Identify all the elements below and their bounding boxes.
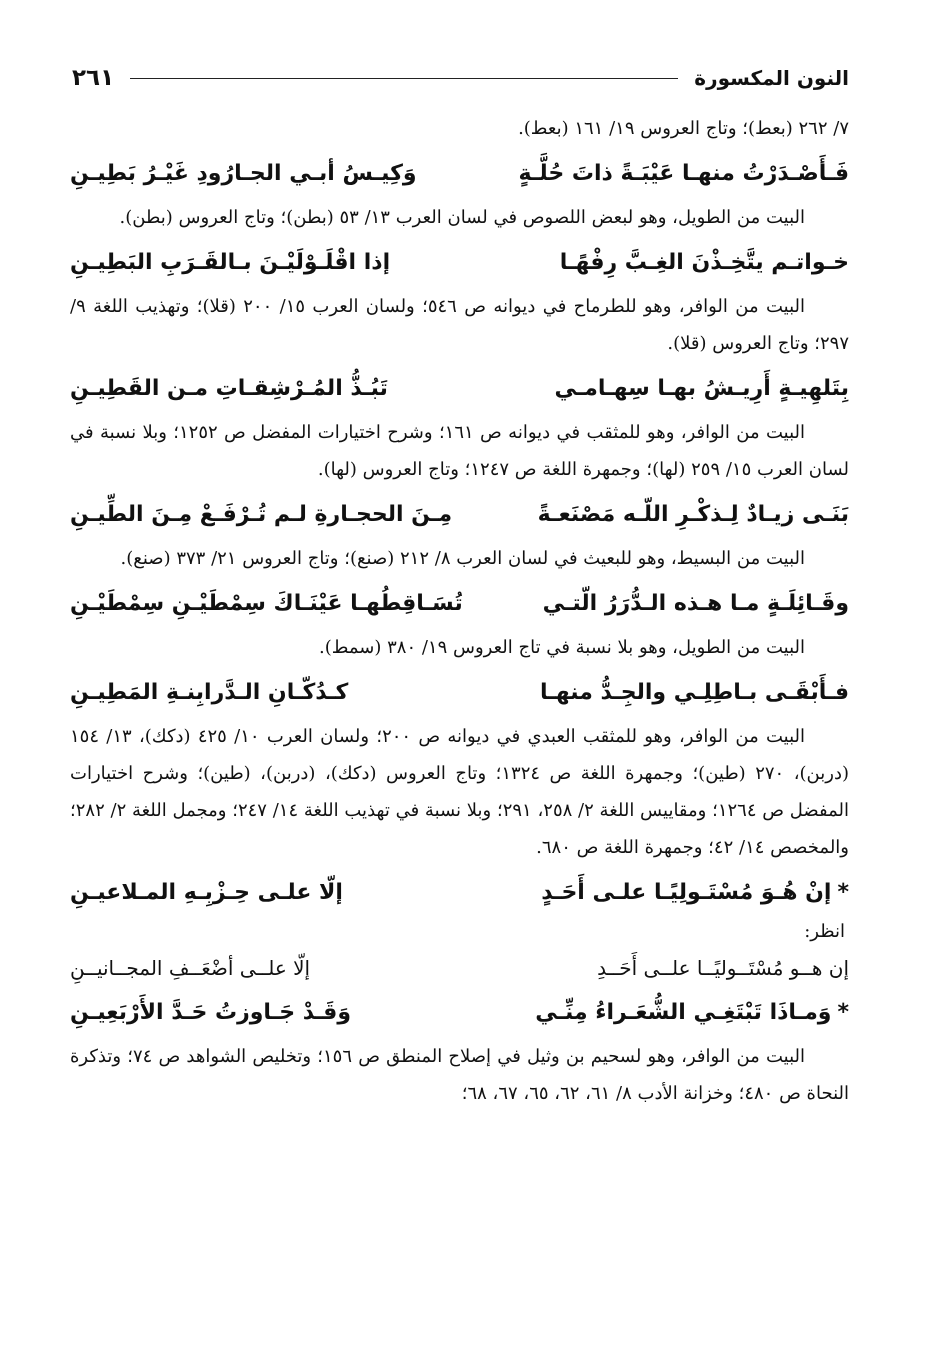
verse-line [70,581,849,627]
verse-line [70,492,849,538]
verse-line-reference [70,948,849,988]
verse-second-hemistich: إذا اقْلَـوْلَيْـنَ بـالقَـرَبِ البَطِيـنِ [70,250,391,275]
verse-first-hemistich: بِتَلهِيـةٍ أَرِيـشُ بهـا سِهـامـي [554,376,849,401]
running-title: النون المكسورة [694,66,849,90]
footnote-text: البيت من الوافر، وهو للمثقب العبدي في ديوانه ص ٢٠٠؛ ولسان العرب ١٠/ ٤٢٥ (دكك)، ١٣/ ١٥٤ (دربن)، ٢٧٠ (طين)؛ وجمهرة اللغة ص ١٣٢٤؛ وتاج العروس (دكك)، (دربن)، (طين)؛ وشرح اختيارات المفضل ص ١٢٦٤؛ ومقاييس اللغة ٢/ ٢٥٨، ٢٩١؛ وبلا نسبة في تهذيب اللغة ١٤/ ٢٤٧؛ ومجمل اللغة ٢/ ٢٨٢؛ والمخصص ١٤/ ٤٢؛ وجمهرة اللغة ص ٦٨٠. [70,726,849,858]
verse-line [70,670,849,716]
verse-first-text: إنْ هُـوَ مُسْتَـولِيًـا علـى أَحَـدٍ [541,880,832,905]
verse-first-hemistich: وقَـائِلَـةٍ مـا هـذه الـدُّرَرُ الّتـي [542,591,849,616]
page-header [72,58,849,98]
verse-line [70,151,849,197]
footnote-text: البيت من البسيط، وهو للبعيث في لسان العرب ٨/ ٢١٢ (صنع)؛ وتاج العروس ٢١/ ٣٧٣ (صنع). [120,548,805,569]
asterisk-marker: * [837,880,849,905]
see-also-label: انظر: [804,921,845,942]
verse-first-hemistich: خـواتـم يتَّخِـذْنَ الغِـبَّ رِفْهًـا [559,250,849,275]
verse-line-starred [70,990,849,1036]
verse-first-hemistich [521,870,849,916]
header-rule [130,78,678,79]
verse-first-hemistich: بَنَـى زيـادٌ لِـذكْـرِ اللّـه مَصْنَعـةً [537,502,849,527]
footnote-text: البيت من الوافر، وهو لسحيم بن وثيل في إصلاح المنطق ص ١٥٦؛ وتخليص الشواهد ص ٧٤؛ وتذكرة النحاة ص ٤٨٠؛ وخزانة الأدب ٨/ ٦١، ٦٢، ٦٥، ٦٧، ٦٨؛ [70,1046,849,1104]
footnote-text: البيت من الوافر، وهو للطرماح في ديوانه ص ٥٤٦؛ ولسان العرب ١٥/ ٢٠٠ (قلا)؛ وتهذيب اللغة ٩/ ٢٩٧؛ وتاج العروس (قلا). [70,296,849,354]
verse-line [70,366,849,412]
verse-first-hemistich: إن هــو مُسْتَــوليًــا علــى أَحَــدِ [597,956,849,980]
footnote-text: البيت من الوافر، وهو للمثقب في ديوانه ص ١٦١؛ وشرح اختيارات المفضل ص ١٢٥٢؛ وبلا نسبة في لسان العرب ١٥/ ٢٥٩ (لها)؛ وجمهرة اللغة ص ١٢٤٧؛ وتاج العروس (لها). [70,422,849,480]
verse-first-hemistich [515,990,849,1036]
verse-second-hemistich: تَبُـذُّ المُـرْشِقـاتِ مـن القَطِيـنِ [70,376,388,401]
verse-first-hemistich: فَـأَصْـدَرْتُ منهـا عَيْبَـةً ذاتَ حُلَّـةٍ [518,161,849,186]
footnote-text: البيت من الطويل، وهو بلا نسبة في تاج العروس ١٩/ ٣٨٠ (سمط). [319,637,805,658]
verse-line [70,240,849,286]
verse-second-hemistich: مِـنَ الحجـارةِ لـم تُـرْفَـعْ مِـنَ الطِّيـنِ [70,502,453,527]
verse-second-hemistich: وَكِيـسُ أبـي الجـارُودِ غَيْـرُ بَطِيـنِ [70,161,417,186]
verse-second-hemistich: إلّا علـى حِـزْبِـهِ المـلاعيـنِ [70,880,343,905]
footnote-text: ٧/ ٢٦٢ (بعط)؛ وتاج العروس ١٩/ ١٦١ (بعط). [518,118,849,139]
verse-first-hemistich: فـأَبْقَـى بـاطِلِـي والجِـدُّ منهـا [539,680,849,705]
verse-second-hemistich: تُسَـاقِطُهـا عَيْنَـاكَ سِمْطَيْـنِ سِمْطَيْـنِ [70,591,463,616]
verse-line-starred [70,870,849,916]
verse-first-text: وَمـاذَا تَبْتَغِـي الشُّعَـراءُ مِنِّـي [535,1000,832,1025]
asterisk-marker: * [837,1000,849,1025]
verse-second-hemistich: كـدُكّـانِ الـدَّرابِنـةِ المَطِيـنِ [70,680,349,705]
page-body [70,110,849,1116]
page-number: ٢٦١ [72,65,115,91]
footnote-text: البيت من الطويل، وهو لبعض اللصوص في لسان العرب ١٣/ ٥٣ (بطن)؛ وتاج العروس (بطن). [119,207,805,228]
verse-second-hemistich: إلّا علــى أضْعَــفِ المجــانيــنِ [70,956,311,980]
verse-second-hemistich: وَقَـدْ جَـاوزتُ حَـدَّ الأَرْبَعِيـنِ [70,1000,352,1025]
